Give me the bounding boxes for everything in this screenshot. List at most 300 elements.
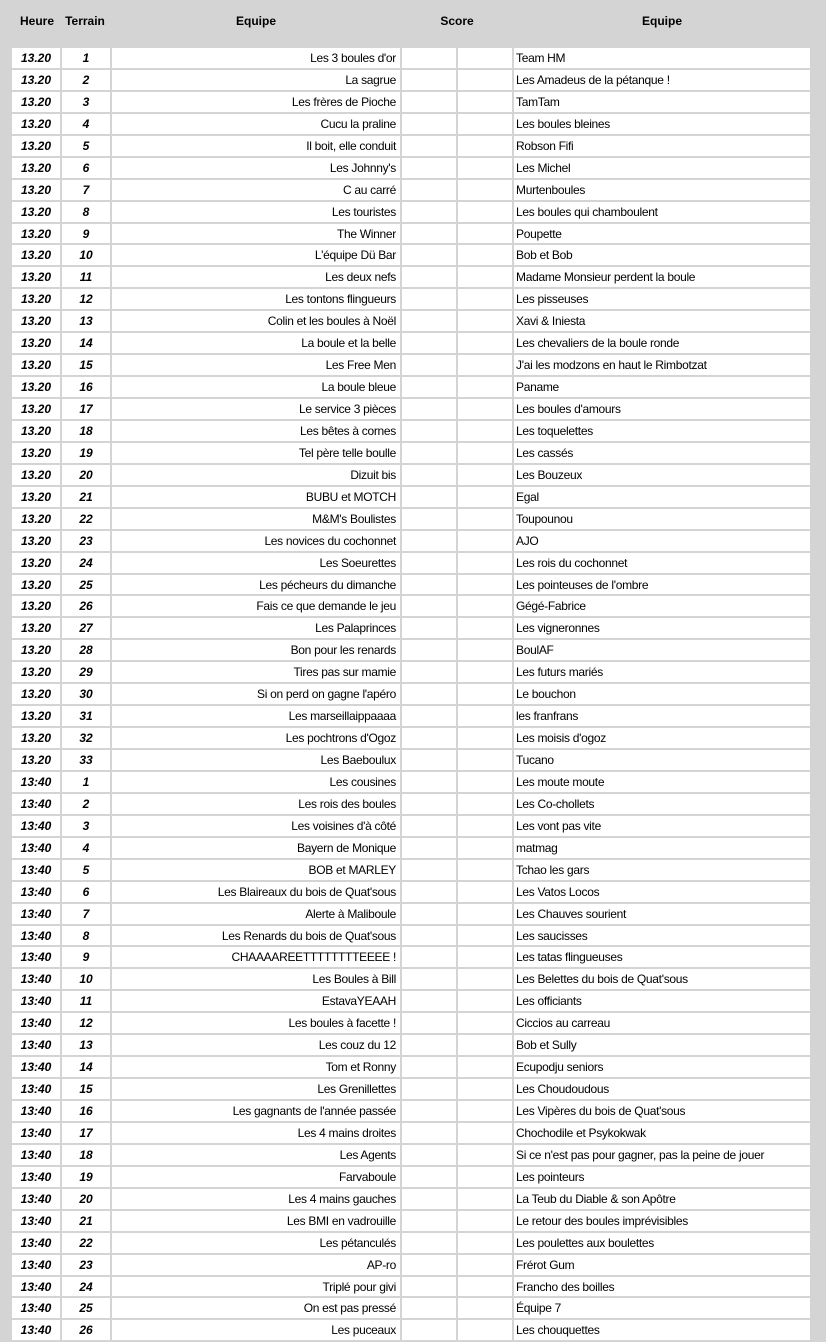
score-2-cell[interactable] (458, 180, 514, 202)
equipe-1-cell: Les 3 boules d'or (112, 48, 402, 70)
table-row (12, 816, 810, 838)
equipe-2-cell: Les officiants (514, 991, 810, 1013)
score-1-cell[interactable] (402, 1255, 458, 1277)
equipe-1-cell: Colin et les boules à Noël (112, 311, 402, 333)
score-2-cell[interactable] (458, 311, 514, 333)
score-1-cell[interactable] (402, 399, 458, 421)
match-rows (12, 48, 810, 1342)
heure-cell: 13:40 (12, 969, 62, 991)
score-2-cell[interactable] (458, 1079, 514, 1101)
terrain-cell: 1 (62, 772, 112, 794)
score-1-cell[interactable] (402, 1101, 458, 1123)
header-terrain: Terrain (65, 14, 105, 28)
score-2-cell[interactable] (458, 355, 514, 377)
score-2-cell[interactable] (458, 224, 514, 246)
score-1-cell[interactable] (402, 860, 458, 882)
score-2-cell[interactable] (458, 750, 514, 772)
score-2-cell[interactable] (458, 399, 514, 421)
score-2-cell[interactable] (458, 1211, 514, 1233)
score-2-cell[interactable] (458, 267, 514, 289)
table-row (12, 136, 810, 158)
score-2-cell[interactable] (458, 684, 514, 706)
table-row (12, 399, 810, 421)
score-2-cell[interactable] (458, 1101, 514, 1123)
equipe-2-cell: Tucano (514, 750, 810, 772)
equipe-1-cell: Les novices du cochonnet (112, 531, 402, 553)
table-row (12, 158, 810, 180)
table-row (12, 1167, 810, 1189)
score-2-cell[interactable] (458, 969, 514, 991)
score-1-cell[interactable] (402, 1233, 458, 1255)
table-row (12, 553, 810, 575)
heure-cell: 13.20 (12, 48, 62, 70)
score-2-cell[interactable] (458, 48, 514, 70)
equipe-1-cell: Les Boules à Bill (112, 969, 402, 991)
score-2-cell[interactable] (458, 487, 514, 509)
equipe-1-cell: Les voisines d'à côté (112, 816, 402, 838)
score-2-cell[interactable] (458, 70, 514, 92)
equipe-1-cell: Les deux nefs (112, 267, 402, 289)
heure-cell: 13.20 (12, 92, 62, 114)
heure-cell: 13:40 (12, 904, 62, 926)
equipe-1-cell: Les frères de Pioche (112, 92, 402, 114)
score-1-cell[interactable] (402, 618, 458, 640)
score-2-cell[interactable] (458, 991, 514, 1013)
terrain-cell: 9 (62, 224, 112, 246)
equipe-2-cell: les franfrans (514, 706, 810, 728)
score-2-cell[interactable] (458, 1277, 514, 1299)
terrain-cell: 11 (62, 991, 112, 1013)
terrain-cell: 20 (62, 1189, 112, 1211)
score-1-cell[interactable] (402, 114, 458, 136)
terrain-cell: 3 (62, 92, 112, 114)
score-1-cell[interactable] (402, 1189, 458, 1211)
equipe-2-cell: Chochodile et Psykokwak (514, 1123, 810, 1145)
heure-cell: 13.20 (12, 202, 62, 224)
score-1-cell[interactable] (402, 224, 458, 246)
equipe-2-cell: Ciccios au carreau (514, 1013, 810, 1035)
score-1-cell[interactable] (402, 443, 458, 465)
score-1-cell[interactable] (402, 750, 458, 772)
heure-cell: 13:40 (12, 772, 62, 794)
score-1-cell[interactable] (402, 92, 458, 114)
score-2-cell[interactable] (458, 882, 514, 904)
score-2-cell[interactable] (458, 662, 514, 684)
heure-cell: 13.20 (12, 684, 62, 706)
terrain-cell: 12 (62, 289, 112, 311)
equipe-1-cell: Les Agents (112, 1145, 402, 1167)
score-1-cell[interactable] (402, 245, 458, 267)
equipe-2-cell: Les cassés (514, 443, 810, 465)
equipe-2-cell: Les poulettes aux boulettes (514, 1233, 810, 1255)
score-2-cell[interactable] (458, 1320, 514, 1342)
equipe-2-cell: Les vont pas vite (514, 816, 810, 838)
score-1-cell[interactable] (402, 355, 458, 377)
equipe-2-cell: TamTam (514, 92, 810, 114)
equipe-1-cell: M&M's Boulistes (112, 509, 402, 531)
score-1-cell[interactable] (402, 1320, 458, 1342)
table-row (12, 596, 810, 618)
score-2-cell[interactable] (458, 772, 514, 794)
heure-cell: 13:40 (12, 838, 62, 860)
score-1-cell[interactable] (402, 553, 458, 575)
equipe-1-cell: Alerte à Maliboule (112, 904, 402, 926)
terrain-cell: 14 (62, 333, 112, 355)
heure-cell: 13.20 (12, 421, 62, 443)
equipe-2-cell: Paname (514, 377, 810, 399)
equipe-1-cell: CHAAAAREETTTTTTTTEEEE ! (112, 947, 402, 969)
terrain-cell: 17 (62, 1123, 112, 1145)
table-row (12, 92, 810, 114)
equipe-1-cell: Les gagnants de l'année passée (112, 1101, 402, 1123)
score-2-cell[interactable] (458, 509, 514, 531)
table-row (12, 1057, 810, 1079)
score-2-cell[interactable] (458, 289, 514, 311)
table-row (12, 289, 810, 311)
heure-cell: 13.20 (12, 728, 62, 750)
equipe-2-cell: J'ai les modzons en haut le Rimbotzat (514, 355, 810, 377)
heure-cell: 13:40 (12, 1057, 62, 1079)
table-row (12, 1189, 810, 1211)
terrain-cell: 23 (62, 531, 112, 553)
terrain-cell: 31 (62, 706, 112, 728)
score-2-cell[interactable] (458, 465, 514, 487)
score-1-cell[interactable] (402, 640, 458, 662)
score-1-cell[interactable] (402, 421, 458, 443)
score-1-cell[interactable] (402, 794, 458, 816)
table-row (12, 1233, 810, 1255)
equipe-1-cell: Les boules à facette ! (112, 1013, 402, 1035)
score-1-cell[interactable] (402, 904, 458, 926)
heure-cell: 13:40 (12, 1211, 62, 1233)
score-1-cell[interactable] (402, 1298, 458, 1320)
score-2-cell[interactable] (458, 377, 514, 399)
terrain-cell: 8 (62, 202, 112, 224)
equipe-1-cell: Il boit, elle conduit (112, 136, 402, 158)
heure-cell: 13.20 (12, 465, 62, 487)
equipe-2-cell: Les rois du cochonnet (514, 553, 810, 575)
score-2-cell[interactable] (458, 794, 514, 816)
score-1-cell[interactable] (402, 706, 458, 728)
score-1-cell[interactable] (402, 838, 458, 860)
equipe-2-cell: Les vigneronnes (514, 618, 810, 640)
terrain-cell: 22 (62, 1233, 112, 1255)
equipe-2-cell: Les Bouzeux (514, 465, 810, 487)
score-2-cell[interactable] (458, 1013, 514, 1035)
equipe-1-cell: Les bêtes à cornes (112, 421, 402, 443)
score-1-cell[interactable] (402, 947, 458, 969)
score-2-cell[interactable] (458, 926, 514, 948)
score-1-cell[interactable] (402, 465, 458, 487)
equipe-2-cell: Poupette (514, 224, 810, 246)
table-row (12, 1035, 810, 1057)
equipe-1-cell: Les puceaux (112, 1320, 402, 1342)
score-1-cell[interactable] (402, 1123, 458, 1145)
equipe-1-cell: Les marseillaippaaaa (112, 706, 402, 728)
score-2-cell[interactable] (458, 202, 514, 224)
equipe-1-cell: Le service 3 pièces (112, 399, 402, 421)
equipe-2-cell: Madame Monsieur perdent la boule (514, 267, 810, 289)
heure-cell: 13:40 (12, 926, 62, 948)
table-row (12, 311, 810, 333)
score-1-cell[interactable] (402, 531, 458, 553)
table-row (12, 443, 810, 465)
equipe-2-cell: Si ce n'est pas pour gagner, pas la peine de jouer (514, 1145, 810, 1167)
equipe-1-cell: Les pécheurs du dimanche (112, 575, 402, 597)
heure-cell: 13:40 (12, 1145, 62, 1167)
score-2-cell[interactable] (458, 596, 514, 618)
terrain-cell: 14 (62, 1057, 112, 1079)
score-2-cell[interactable] (458, 618, 514, 640)
score-1-cell[interactable] (402, 772, 458, 794)
score-1-cell[interactable] (402, 1013, 458, 1035)
heure-cell: 13.20 (12, 399, 62, 421)
terrain-cell: 25 (62, 575, 112, 597)
table-row (12, 180, 810, 202)
header-equipe-2: Equipe (641, 14, 682, 28)
score-2-cell[interactable] (458, 333, 514, 355)
score-2-cell[interactable] (458, 1123, 514, 1145)
heure-cell: 13.20 (12, 245, 62, 267)
heure-cell: 13:40 (12, 947, 62, 969)
score-1-cell[interactable] (402, 662, 458, 684)
equipe-2-cell: Les boules qui chamboulent (514, 202, 810, 224)
table-row (12, 750, 810, 772)
score-2-cell[interactable] (458, 245, 514, 267)
terrain-cell: 13 (62, 311, 112, 333)
table-row (12, 377, 810, 399)
heure-cell: 13.20 (12, 333, 62, 355)
score-1-cell[interactable] (402, 136, 458, 158)
heure-cell: 13.20 (12, 640, 62, 662)
terrain-cell: 5 (62, 860, 112, 882)
score-1-cell[interactable] (402, 596, 458, 618)
equipe-1-cell: Les Baeboulux (112, 750, 402, 772)
score-1-cell[interactable] (402, 202, 458, 224)
terrain-cell: 33 (62, 750, 112, 772)
equipe-2-cell: Murtenboules (514, 180, 810, 202)
table-row (12, 618, 810, 640)
heure-cell: 13.20 (12, 377, 62, 399)
table-row (12, 1211, 810, 1233)
equipe-2-cell: Les pointeurs (514, 1167, 810, 1189)
score-2-cell[interactable] (458, 860, 514, 882)
score-2-cell[interactable] (458, 158, 514, 180)
score-1-cell[interactable] (402, 509, 458, 531)
score-1-cell[interactable] (402, 575, 458, 597)
equipe-1-cell: Fais ce que demande le jeu (112, 596, 402, 618)
equipe-2-cell: Les saucisses (514, 926, 810, 948)
score-2-cell[interactable] (458, 816, 514, 838)
score-1-cell[interactable] (402, 180, 458, 202)
score-2-cell[interactable] (458, 421, 514, 443)
heure-cell: 13.20 (12, 289, 62, 311)
table-row (12, 1101, 810, 1123)
heure-cell: 13:40 (12, 1298, 62, 1320)
equipe-1-cell: Les Palaprinces (112, 618, 402, 640)
score-1-cell[interactable] (402, 816, 458, 838)
score-2-cell[interactable] (458, 92, 514, 114)
score-2-cell[interactable] (458, 443, 514, 465)
score-2-cell[interactable] (458, 553, 514, 575)
table-row (12, 728, 810, 750)
equipe-1-cell: La sagrue (112, 70, 402, 92)
table-row (12, 267, 810, 289)
score-1-cell[interactable] (402, 289, 458, 311)
terrain-cell: 10 (62, 245, 112, 267)
equipe-2-cell: Les Vipères du bois de Quat'sous (514, 1101, 810, 1123)
score-1-cell[interactable] (402, 969, 458, 991)
heure-cell: 13.20 (12, 487, 62, 509)
score-2-cell[interactable] (458, 1057, 514, 1079)
terrain-cell: 24 (62, 553, 112, 575)
heure-cell: 13:40 (12, 1233, 62, 1255)
score-2-cell[interactable] (458, 728, 514, 750)
score-1-cell[interactable] (402, 1145, 458, 1167)
score-2-cell[interactable] (458, 1145, 514, 1167)
table-row (12, 355, 810, 377)
score-1-cell[interactable] (402, 991, 458, 1013)
score-1-cell[interactable] (402, 70, 458, 92)
equipe-1-cell: Les Soeurettes (112, 553, 402, 575)
terrain-cell: 24 (62, 1277, 112, 1299)
score-1-cell[interactable] (402, 926, 458, 948)
score-2-cell[interactable] (458, 136, 514, 158)
terrain-cell: 4 (62, 838, 112, 860)
score-2-cell[interactable] (458, 531, 514, 553)
equipe-2-cell: Les Belettes du bois de Quat'sous (514, 969, 810, 991)
score-1-cell[interactable] (402, 377, 458, 399)
table-row (12, 48, 810, 70)
table-row (12, 1079, 810, 1101)
heure-cell: 13:40 (12, 1123, 62, 1145)
table-row (12, 969, 810, 991)
heure-cell: 13:40 (12, 860, 62, 882)
heure-cell: 13.20 (12, 596, 62, 618)
score-1-cell[interactable] (402, 1035, 458, 1057)
terrain-cell: 17 (62, 399, 112, 421)
equipe-2-cell: Les moisis d'ogoz (514, 728, 810, 750)
score-2-cell[interactable] (458, 1233, 514, 1255)
equipe-2-cell: Le bouchon (514, 684, 810, 706)
score-2-cell[interactable] (458, 1298, 514, 1320)
heure-cell: 13.20 (12, 662, 62, 684)
table-row (12, 114, 810, 136)
table-row (12, 772, 810, 794)
terrain-cell: 19 (62, 443, 112, 465)
score-2-cell[interactable] (458, 575, 514, 597)
equipe-1-cell: Les Johnny's (112, 158, 402, 180)
terrain-cell: 26 (62, 596, 112, 618)
score-1-cell[interactable] (402, 311, 458, 333)
table-row (12, 1145, 810, 1167)
equipe-2-cell: Les Co-chollets (514, 794, 810, 816)
table-row (12, 882, 810, 904)
equipe-1-cell: On est pas pressé (112, 1298, 402, 1320)
equipe-1-cell: Cucu la praline (112, 114, 402, 136)
score-2-cell[interactable] (458, 1035, 514, 1057)
score-2-cell[interactable] (458, 706, 514, 728)
score-1-cell[interactable] (402, 158, 458, 180)
score-1-cell[interactable] (402, 1211, 458, 1233)
score-1-cell[interactable] (402, 1167, 458, 1189)
heure-cell: 13.20 (12, 509, 62, 531)
score-1-cell[interactable] (402, 728, 458, 750)
terrain-cell: 7 (62, 180, 112, 202)
score-2-cell[interactable] (458, 1255, 514, 1277)
equipe-1-cell: BUBU et MOTCH (112, 487, 402, 509)
terrain-cell: 10 (62, 969, 112, 991)
equipe-2-cell: Les toquelettes (514, 421, 810, 443)
terrain-cell: 2 (62, 70, 112, 92)
terrain-cell: 18 (62, 1145, 112, 1167)
equipe-1-cell: Bon pour les renards (112, 640, 402, 662)
heure-cell: 13.20 (12, 355, 62, 377)
score-1-cell[interactable] (402, 882, 458, 904)
table-row (12, 333, 810, 355)
equipe-2-cell: Équipe 7 (514, 1298, 810, 1320)
terrain-cell: 7 (62, 904, 112, 926)
equipe-2-cell: Les pointeuses de l'ombre (514, 575, 810, 597)
score-2-cell[interactable] (458, 904, 514, 926)
equipe-2-cell: Frérot Gum (514, 1255, 810, 1277)
equipe-2-cell: Les moute moute (514, 772, 810, 794)
terrain-cell: 27 (62, 618, 112, 640)
equipe-1-cell: Bayern de Monique (112, 838, 402, 860)
table-row (12, 662, 810, 684)
score-1-cell[interactable] (402, 487, 458, 509)
terrain-cell: 22 (62, 509, 112, 531)
score-1-cell[interactable] (402, 1057, 458, 1079)
equipe-1-cell: Les BMI en vadrouille (112, 1211, 402, 1233)
table-row (12, 1298, 810, 1320)
terrain-cell: 25 (62, 1298, 112, 1320)
equipe-2-cell: AJO (514, 531, 810, 553)
score-1-cell[interactable] (402, 333, 458, 355)
score-2-cell[interactable] (458, 640, 514, 662)
equipe-2-cell: Tchao les gars (514, 860, 810, 882)
terrain-cell: 28 (62, 640, 112, 662)
equipe-2-cell: Ecupodju seniors (514, 1057, 810, 1079)
equipe-1-cell: Tires pas sur mamie (112, 662, 402, 684)
heure-cell: 13.20 (12, 443, 62, 465)
score-1-cell[interactable] (402, 1079, 458, 1101)
equipe-2-cell: Les futurs mariés (514, 662, 810, 684)
score-1-cell[interactable] (402, 267, 458, 289)
heure-cell: 13.20 (12, 158, 62, 180)
terrain-cell: 30 (62, 684, 112, 706)
table-row (12, 1013, 810, 1035)
score-1-cell[interactable] (402, 684, 458, 706)
equipe-1-cell: Triplé pour givi (112, 1277, 402, 1299)
heure-cell: 13:40 (12, 794, 62, 816)
table-row (12, 1123, 810, 1145)
table-row (12, 684, 810, 706)
score-2-cell[interactable] (458, 947, 514, 969)
equipe-2-cell: Robson Fifi (514, 136, 810, 158)
score-2-cell[interactable] (458, 114, 514, 136)
score-1-cell[interactable] (402, 1277, 458, 1299)
equipe-1-cell: Les pochtrons d'Ogoz (112, 728, 402, 750)
equipe-2-cell: Toupounou (514, 509, 810, 531)
heure-cell: 13:40 (12, 1035, 62, 1057)
score-1-cell[interactable] (402, 48, 458, 70)
score-2-cell[interactable] (458, 1189, 514, 1211)
table-row (12, 904, 810, 926)
score-2-cell[interactable] (458, 1167, 514, 1189)
score-2-cell[interactable] (458, 838, 514, 860)
heure-cell: 13.20 (12, 553, 62, 575)
